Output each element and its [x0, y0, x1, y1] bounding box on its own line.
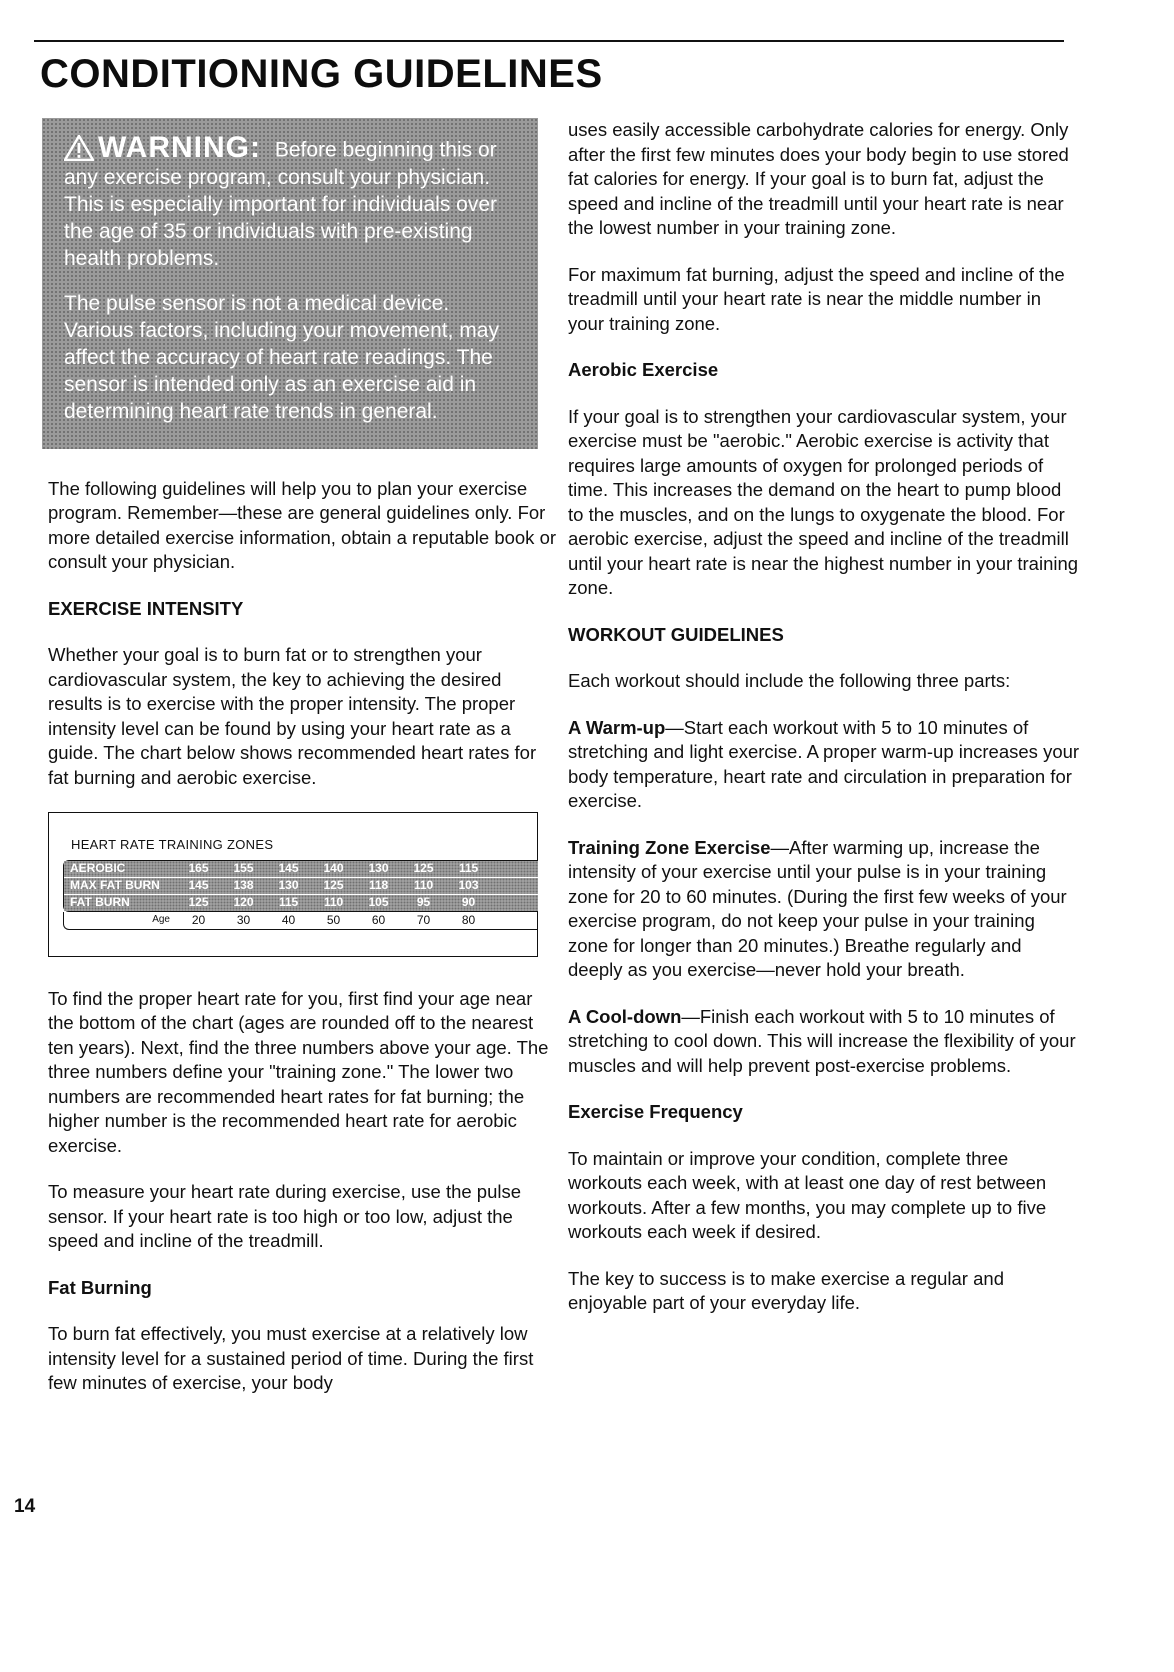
zone-value: 115: [458, 861, 479, 876]
exercise-frequency-paragraph: To maintain or improve your condition, complete three workouts each week, with at least one day of rest between workouts. After a few months, you may complete up to five workouts each week if desired.: [568, 1147, 1047, 1242]
exercise-frequency-heading: Exercise Frequency: [568, 1101, 743, 1122]
warning-paragraph-1: [64, 131, 516, 272]
age-value: 40: [281, 912, 296, 927]
cooldown-paragraph: [568, 1005, 1080, 1079]
cooldown-text: —Finish each workout with 5 to 10 minutes of stretching to cool down. This will increase the flexibility of your muscles and will help prevent post-exercise problems.: [568, 1005, 1076, 1076]
zone-rows: [63, 860, 538, 912]
age-value: 30: [236, 912, 251, 927]
intro-paragraph: The following guidelines will help you to plan your exercise program. Remember—these are general guidelines only. For more detailed exercise information, obtain a reputable book or consult your physician.: [48, 477, 557, 572]
fat-burning-paragraph: To burn fat effectively, you must exercise at a relatively low intensity level for a sustained period of time. During the first few minutes of exercise, your body: [48, 1323, 534, 1393]
warning-heading-text: WARNING:: [98, 131, 261, 164]
training-zone-paragraph: [568, 836, 1080, 983]
zone-label: MAX FAT BURN: [70, 878, 160, 893]
age-value: 50: [326, 912, 341, 927]
workout-intro-paragraph: Each workout should include the following three parts:: [568, 670, 1011, 691]
max-fat-paragraph: For maximum fat burning, adjust the speed and incline of the treadmill until your heart rate is near the middle number in your training zone.: [568, 263, 1065, 334]
age-value: 60: [371, 912, 386, 927]
training-zone-title: Training Zone Exercise: [568, 836, 771, 858]
closing-paragraph: The key to success is to make exercise a regular and enjoyable part of your everyday life.: [568, 1267, 1004, 1313]
zone-value: 125: [188, 895, 209, 910]
zone-value: 103: [458, 878, 479, 893]
warmup-paragraph: [568, 716, 1080, 814]
page-title: CONDITIONING GUIDELINES: [40, 52, 603, 96]
zone-value: 90: [461, 895, 476, 910]
age-value: 80: [461, 912, 476, 927]
age-value: 20: [191, 912, 206, 927]
zone-value: 130: [278, 878, 299, 893]
zone-value: 138: [233, 878, 254, 893]
age-row: [63, 912, 538, 930]
aerobic-heading: Aerobic Exercise: [568, 359, 719, 380]
zone-value: 118: [368, 878, 389, 893]
zone-value: 155: [233, 861, 254, 876]
page-number: 14: [14, 1496, 36, 1517]
measure-paragraph: To measure your heart rate during exercise, use the pulse sensor. If your heart rate is too high or too low, adjust the speed and incline of the treadmill.: [48, 1181, 522, 1251]
zone-value: 165: [188, 861, 209, 876]
zone-value: 130: [368, 861, 389, 876]
warning-heading: [64, 131, 261, 164]
aerobic-paragraph: If your goal is to strengthen your cardiovascular system, your exercise must be "aerobic." Aerobic exercise is activity that requires large amounts of oxygen for prolonged periods of time. This increases the demand on the heart to pump blood to the muscles, and on the lungs to oxygenate the blood. For aerobic exercise, adjust the speed and incline of the treadmill until your heart rate is near the highest number in your training zone.: [568, 405, 1079, 598]
top-rule: [34, 40, 1064, 42]
training-zone-text: —After warming up, increase the intensity of your exercise until your pulse is in your training zone for 20 to 60 minutes. (During the first few weeks of your exercise program, do not keep your pulse in your training zone for longer than 20 minutes.) Breathe regularly and deeply as you exercise—never hold your breath.: [568, 836, 1067, 980]
zone-value: 140: [323, 861, 344, 876]
zone-value: 125: [323, 878, 344, 893]
age-label: Age: [152, 913, 170, 925]
zone-label: FAT BURN: [70, 895, 130, 910]
find-rate-paragraph: To find the proper heart rate for you, first find your age near the bottom of the chart (ages are rounded off to the nearest ten years). Next, find the three numbers above your age. The three numbers define your "training zone." The lower two numbers are recommended heart rates for fat burning; the higher number is the recommended heart rate for aerobic exercise.: [48, 987, 549, 1156]
cooldown-title: A Cool-down: [568, 1005, 682, 1027]
zone-value: 145: [188, 878, 209, 893]
warning-box: [42, 118, 538, 449]
zone-value: 105: [368, 895, 389, 910]
zone-value: 145: [278, 861, 299, 876]
warning-paragraph-2: The pulse sensor is not a medical device. Various factors, including your movement, may affect the accuracy of heart rate readings. The sensor is intended only as an exercise aid in determining heart rate trends in general.: [64, 291, 499, 423]
zone-value: 95: [416, 895, 431, 910]
workout-guidelines-heading: WORKOUT GUIDELINES: [568, 623, 784, 645]
left-column: [48, 118, 560, 1418]
chart-title: HEART RATE TRAINING ZONES: [71, 837, 274, 852]
zone-value: 115: [278, 895, 299, 910]
exercise-intensity-heading: EXERCISE INTENSITY: [48, 597, 244, 619]
warning-text-1: Before beginning this or any exercise program, consult your physician. This is especially important for individuals over the age of 35 or individuals with pre-existing health problems.: [64, 138, 498, 270]
zone-label: AEROBIC: [70, 861, 126, 876]
zone-value: 120: [233, 895, 254, 910]
warning-triangle-icon: [64, 135, 94, 161]
zone-value: 110: [413, 878, 434, 893]
fat-burning-heading: Fat Burning: [48, 1276, 152, 1298]
age-value: 70: [416, 912, 431, 927]
warmup-title: A Warm-up: [568, 716, 666, 738]
zone-value: 110: [323, 895, 344, 910]
heart-rate-chart: [48, 812, 538, 957]
exercise-intensity-paragraph: Whether your goal is to burn fat or to strengthen your cardiovascular system, the key to achieving the desired results is to exercise with the proper intensity. The proper intensity level can be found by using your heart rate as a guide. The chart below shows recommended heart rates for fat burning and aerobic exercise.: [48, 644, 537, 788]
right-column: [568, 118, 1080, 1338]
zone-value: 125: [413, 861, 434, 876]
fat-burning-continuation: uses easily accessible carbohydrate calories for energy. Only after the first few minutes does your body begin to use stored fat calories for energy. If your goal is to burn fat, adjust the speed and incline of the treadmill until your heart rate is near the lowest number in your training zone.: [568, 119, 1069, 238]
warmup-text: —Start each workout with 5 to 10 minutes of stretching and light exercise. A proper warm-up increases your body temperature, heart rate and circulation in preparation for exercise.: [568, 716, 1080, 811]
